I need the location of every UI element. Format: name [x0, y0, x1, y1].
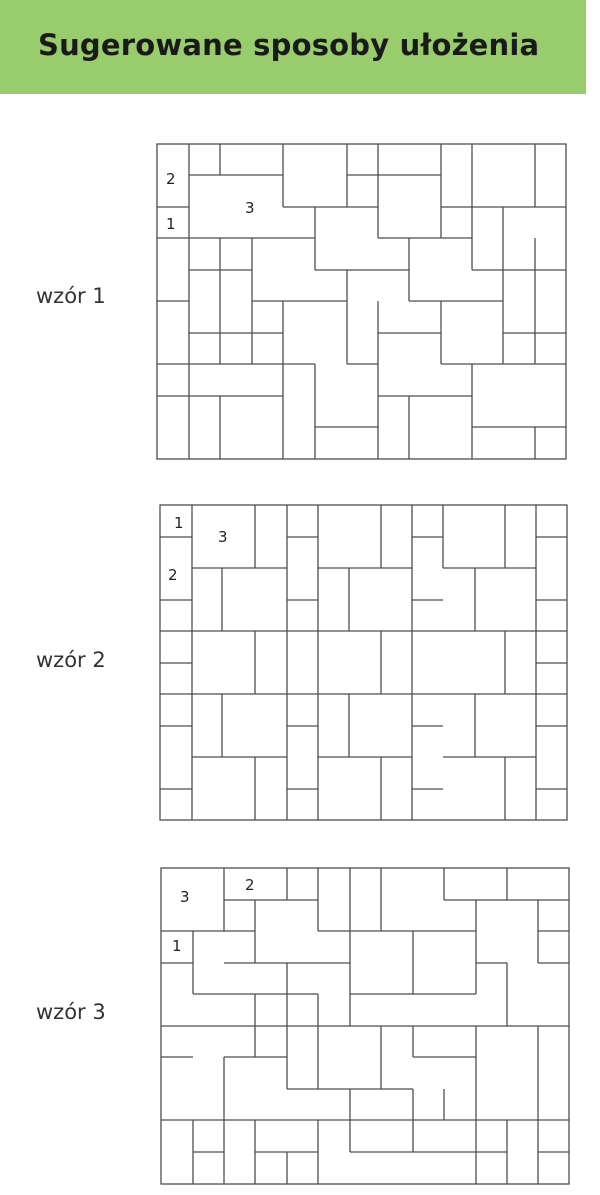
pattern-3-tile-2-label: 2: [245, 876, 255, 894]
pattern-1-outline: [157, 144, 566, 459]
pattern-2-label: wzór 2: [36, 648, 106, 672]
page-title: Sugerowane sposoby ułożenia: [38, 28, 540, 62]
pattern-3-tile-1-label: 1: [172, 937, 182, 955]
pattern-1-tile-1-label: 1: [166, 215, 176, 233]
pattern-3-grid: [161, 868, 569, 1184]
pattern-1-tile-2-label: 2: [166, 170, 176, 188]
pattern-2-grid: [160, 505, 567, 820]
pattern-2-tile-2-label: 2: [168, 566, 178, 584]
pattern-2-tile-1-label: 1: [174, 514, 184, 532]
pattern-2-tile-3-label: 3: [218, 528, 228, 546]
pattern-3-tile-3-label: 3: [180, 888, 190, 906]
pattern-2-outline: [160, 505, 567, 820]
pattern-3-label: wzór 3: [36, 1000, 106, 1024]
pattern-1-grid: [157, 144, 566, 459]
pattern-1-label: wzór 1: [36, 284, 106, 308]
pattern-1-tile-3-label: 3: [245, 199, 255, 217]
